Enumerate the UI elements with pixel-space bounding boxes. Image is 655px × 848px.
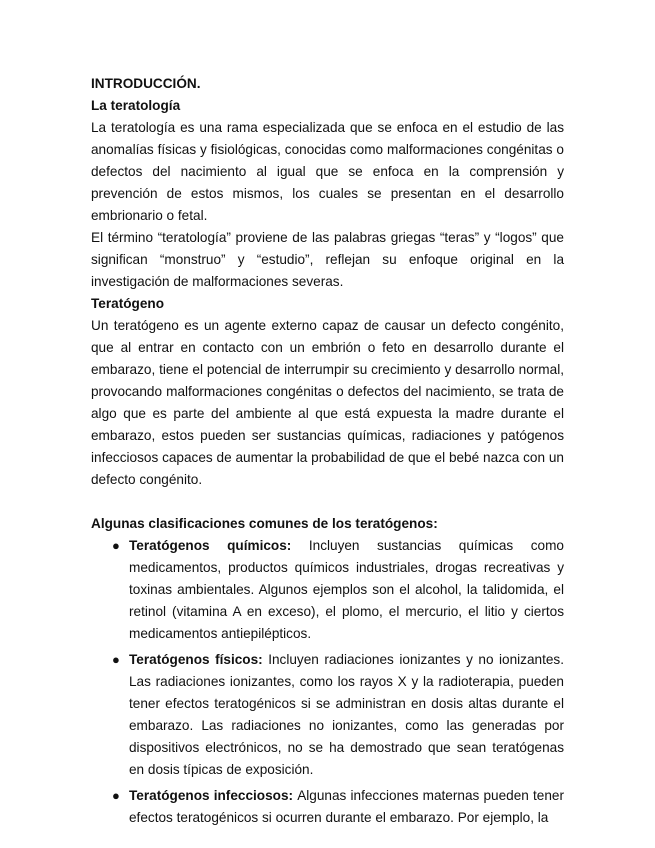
teratogeno-paragraph: Un teratógeno es un agente externo capaz de causar un defecto congénito, que al entrar en contacto con un embrión o feto en desarrollo durante el embarazo, tiene el potencial de interrumpir su crecimiento y desarrollo normal, provocando malformaciones congénitas o defectos del nacimiento, se trata de algo que es parte del ambiente al que está expuesta la madre durante el embarazo, estos pueden ser sustancias químicas, radiaciones y patógenos infecciosos capaces de aumentar la probabilidad de que el bebé nazca con un defecto congénito. — [91, 318, 564, 487]
bullet-icon: ● — [112, 538, 120, 553]
list-item-text: Incluyen sustancias químicas como medicamentos, productos químicos industriales, drogas recreativas y toxinas ambientales. Algunos ejemplos son el alcohol, la talidomida, el retinol (vitamina A en exceso), el plomo, el mercurio, el litio y ciertos medicamentos antiepilépticos. — [129, 538, 564, 641]
list-item-text: Incluyen radiaciones ionizantes y no ionizantes. Las radiaciones ionizantes, como los rayos X y la radioterapia, pueden tener efectos teratogénicos si se administran en dosis altas durante el embarazo. Las radiaciones no ionizantes, como las generadas por dispositivos electrónicos, no se ha demostrado que sean teratógenas en dosis típicas de exposición. — [129, 652, 565, 777]
teratologia-heading: La teratología — [91, 98, 181, 113]
list-item — [91, 535, 564, 645]
bullet-icon: ● — [112, 788, 120, 803]
teratogeno-heading: Teratógeno — [91, 296, 165, 311]
list-item-term: Teratógenos químicos: — [129, 538, 309, 553]
teratologia-paragraph-2: El término “teratología” proviene de las palabras griegas “teras” y “logos” que significan “monstruo” y “estudio”, reflejan su enfoque original en la investigación de malformaciones severas. — [91, 230, 564, 289]
list-item-term: Teratógenos infecciosos: — [129, 788, 298, 803]
list-item-text: Algunas infecciones maternas pueden tener efectos teratogénicos si ocurren durante el embarazo. Por ejemplo, la — [129, 788, 564, 825]
clasificaciones-heading: Algunas clasificaciones comunes de los teratógenos: — [91, 516, 438, 531]
document-body — [91, 73, 564, 833]
list-item — [91, 649, 564, 781]
teratologia-paragraph-1: La teratología es una rama especializada que se enfoca en el estudio de las anomalías físicas y fisiológicas, conocidas como malformaciones congénitas o defectos del nacimiento al igual que se enfoca en la comprensión y prevención de estos mismos, los cuales se presentan en el desarrollo embrionario o fetal. — [91, 120, 564, 223]
clasificaciones-list — [91, 535, 564, 829]
bullet-icon: ● — [112, 652, 120, 667]
intro-heading: INTRODUCCIÓN. — [91, 76, 201, 91]
blank-line — [91, 491, 564, 513]
list-item — [91, 785, 564, 829]
list-item-term: Teratógenos físicos: — [129, 652, 269, 667]
